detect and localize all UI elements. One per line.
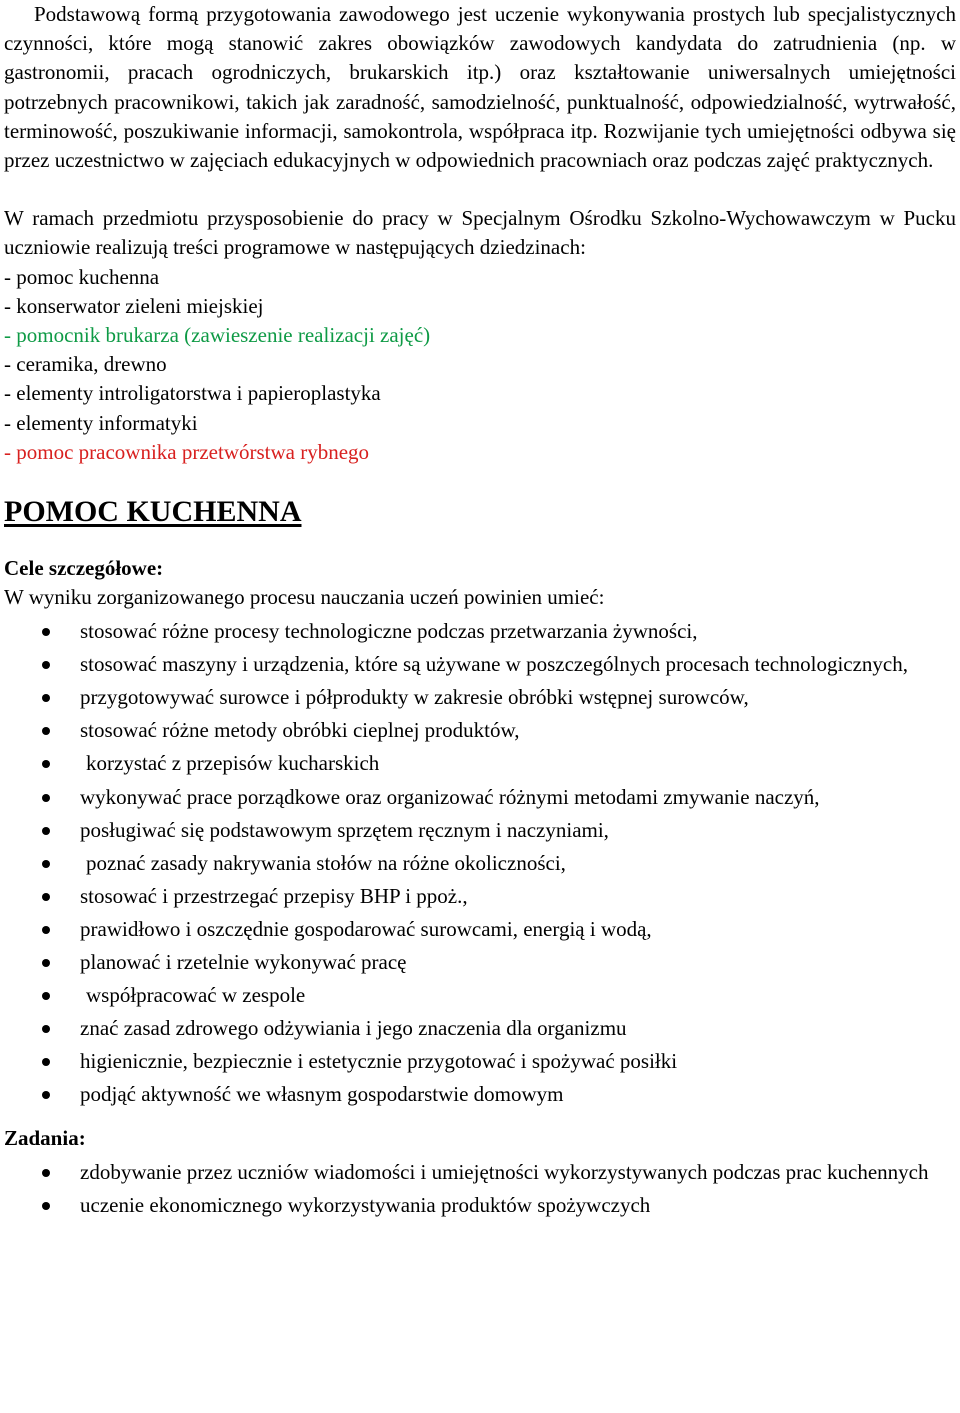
bullet-icon — [42, 1091, 50, 1099]
bullet-icon — [42, 827, 50, 835]
areas-list — [4, 263, 956, 467]
goal-item: korzystać z przepisów kucharskich — [4, 748, 956, 779]
bullet-icon — [42, 959, 50, 967]
goal-item: higienicznie, bezpiecznie i estetycznie przygotować i spożywać posiłki — [4, 1046, 956, 1077]
intro-paragraph: Podstawową formą przygotowania zawodowego jest uczenie wykonywania prostych lub specjalistycznych czynności, które mogą stanowić zakres obowiązków zawodowych kandydata do zatrudnienia (np. w gastronomii, pracach ogrodniczych, brukarskich itp.) oraz kształtowanie uniwersalnych umiejętności potrzebnych pracownikowi, takich jak zaradność, samodzielność, punktualność, odpowiedzialność, wytrwałość, terminowość, poszukiwanie informacji, samokontrola, współpraca itp. Rozwijanie tych umiejętności odbywa się przez uczestnictwo w zajęciach edukacyjnych w odpowiednich pracowniach oraz podczas zajęć praktycznych. — [4, 2, 956, 173]
bullet-icon — [42, 926, 50, 934]
goal-item: poznać zasady nakrywania stołów na różne okoliczności, — [4, 848, 956, 879]
goal-item: znać zasad zdrowego odżywiania i jego znaczenia dla organizmu — [4, 1013, 956, 1044]
goal-item: prawidłowo i oszczędnie gospodarować surowcami, energią i wodą, — [4, 914, 956, 945]
goal-item: przygotowywać surowce i półprodukty w zakresie obróbki wstępnej surowców, — [4, 682, 956, 713]
goals-intro: W wyniku zorganizowanego procesu nauczania uczeń powinien umieć: — [4, 585, 605, 610]
tasks-title: Zadania: — [4, 1126, 86, 1151]
goals-list — [4, 616, 956, 1110]
bullet-icon — [42, 1169, 50, 1177]
bullet-icon — [42, 628, 50, 636]
bullet-icon — [42, 893, 50, 901]
bullet-icon — [42, 727, 50, 735]
area-item-fish: - pomoc pracownika przetwórstwa rybnego — [4, 439, 370, 464]
goal-item: stosować maszyny i urządzenia, które są używane w poszczególnych procesach technologicznych, — [4, 649, 956, 680]
bullet-icon — [42, 1058, 50, 1066]
goal-item: wykonywać prace porządkowe oraz organizować różnymi metodami zmywanie naczyń, — [4, 782, 956, 813]
area-item: - elementy introligatorstwa i papieroplastyka — [4, 381, 381, 406]
task-item: uczenie ekonomicznego wykorzystywania produktów spożywczych — [4, 1190, 956, 1221]
goals-title: Cele szczegółowe: — [4, 556, 164, 581]
area-item: - ceramika, drewno — [4, 352, 167, 377]
tasks-list — [4, 1157, 956, 1221]
goal-item: posługiwać się podstawowym sprzętem ręcznym i naczyniami, — [4, 815, 956, 846]
goal-item: współpracować w zespole — [4, 980, 956, 1011]
bullet-icon — [42, 1025, 50, 1033]
bullet-icon — [42, 794, 50, 802]
goal-item: podjąć aktywność we własnym gospodarstwie domowym — [4, 1079, 956, 1110]
bullet-icon — [42, 860, 50, 868]
section-heading: POMOC KUCHENNA — [4, 495, 302, 529]
area-item: - elementy informatyki — [4, 410, 198, 435]
bullet-icon — [42, 760, 50, 768]
bullet-icon — [42, 1202, 50, 1210]
goal-item: stosować różne procesy technologiczne podczas przetwarzania żywności, — [4, 616, 956, 647]
goal-item: planować i rzetelnie wykonywać pracę — [4, 947, 956, 978]
area-item: - konserwator zieleni miejskiej — [4, 293, 264, 318]
goal-item: stosować i przestrzegać przepisy BHP i ppoż., — [4, 881, 956, 912]
program-paragraph: W ramach przedmiotu przysposobienie do pracy w Specjalnym Ośrodku Szkolno-Wychowawczym w Pucku uczniowie realizują treści programowe w następujących dziedzinach: — [4, 206, 956, 260]
goal-item: stosować różne metody obróbki cieplnej produktów, — [4, 715, 956, 746]
bullet-icon — [42, 992, 50, 1000]
area-item: - pomoc kuchenna — [4, 264, 160, 289]
area-item-suspended: - pomocnik brukarza (zawieszenie realizacji zajęć) — [4, 323, 431, 348]
task-item: zdobywanie przez uczniów wiadomości i umiejętności wykorzystywanych podczas prac kuchennych — [4, 1157, 956, 1188]
bullet-icon — [42, 694, 50, 702]
bullet-icon — [42, 661, 50, 669]
